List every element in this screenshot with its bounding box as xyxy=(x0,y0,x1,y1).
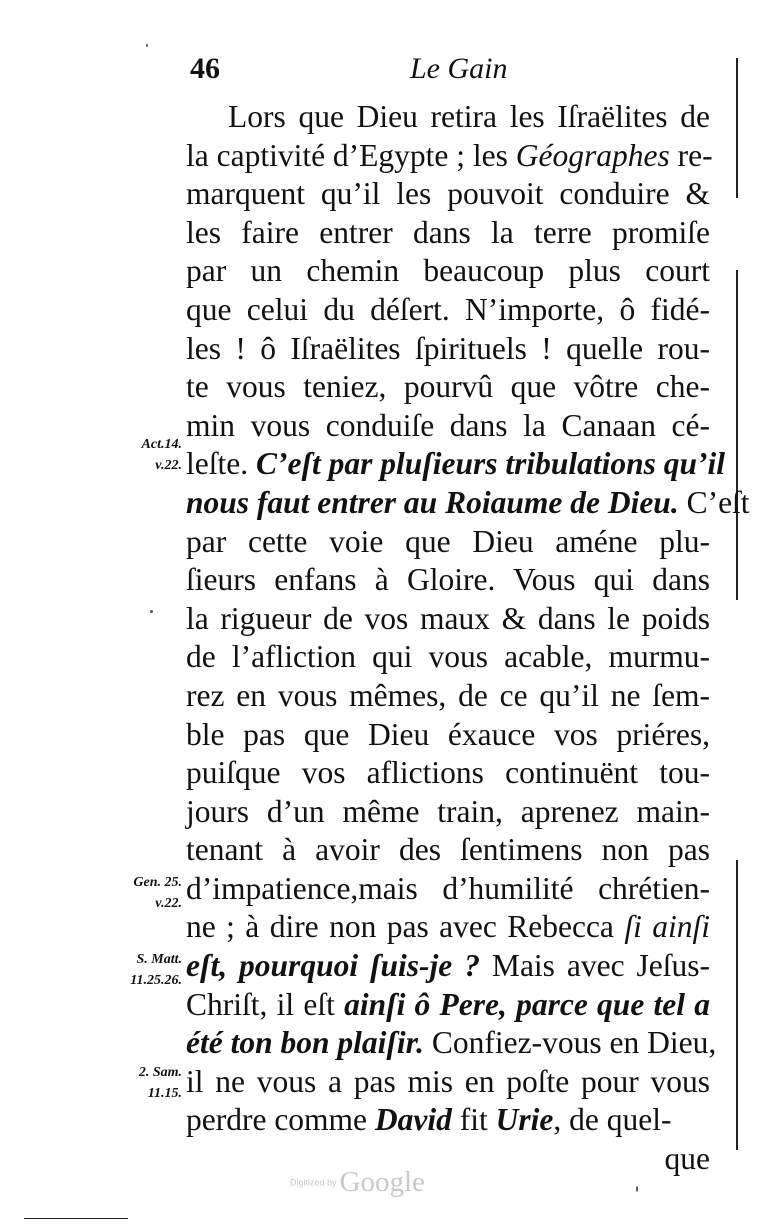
text-run: min vous conduiſe dans la Canaan cé- xyxy=(186,407,710,443)
text-line xyxy=(186,214,710,253)
text-line xyxy=(186,1063,710,1102)
google-logo: Google xyxy=(339,1166,425,1198)
text-run: C’eſt xyxy=(678,484,750,520)
text-run: tenant à avoir des ſentimens non pas xyxy=(186,832,710,868)
text-run: Mais avec Jeſus- xyxy=(479,948,711,984)
italic-run: C’eſt par pluſieurs tribulations qu’il xyxy=(255,446,726,482)
text-run: leſte. xyxy=(186,446,256,482)
text-line xyxy=(186,677,710,716)
text-line xyxy=(186,716,710,755)
page-header xyxy=(190,52,710,96)
text-line xyxy=(186,523,710,562)
margin-note-acts xyxy=(70,434,182,476)
text-line xyxy=(186,407,710,446)
text-run: , de quel- xyxy=(553,1102,672,1138)
text-line xyxy=(186,252,710,291)
text-run: la rigueur de vos maux & dans le poids xyxy=(186,600,710,636)
text-run: marquent qu’il les pouvoit conduire & xyxy=(186,176,710,212)
text-run: Lors que Dieu retira les Iſraëlites de xyxy=(228,99,710,134)
text-run: rez en vous mêmes, de ce qu’il ne ſem- xyxy=(186,677,710,713)
text-run: ne ; à dire non pas avec Rebecca xyxy=(186,909,625,945)
text-line xyxy=(186,870,710,909)
text-run: de l’afliction qui vous acable, murmu- xyxy=(186,639,710,675)
text-line xyxy=(186,98,710,137)
margin-note-line: v.22. xyxy=(155,896,182,911)
text-run: ble pas que Dieu éxauce vos priéres, xyxy=(186,716,710,752)
text-line xyxy=(186,445,726,484)
margin-note-line: Gen. 25. xyxy=(133,875,182,890)
margin-note-matthew xyxy=(70,949,182,991)
text-line xyxy=(186,561,710,600)
scan-speck xyxy=(146,44,148,47)
text-run: que xyxy=(664,1141,710,1177)
text-run: Chriſt, il eſt xyxy=(186,986,345,1022)
scan-border-top-right xyxy=(736,58,738,198)
italic-run: Géographes xyxy=(515,137,670,173)
scan-speck xyxy=(150,610,153,613)
text-line xyxy=(186,368,710,407)
text-line xyxy=(186,175,710,214)
text-run: Confiez-vous en Dieu, xyxy=(424,1025,717,1061)
margin-note-line: v.22. xyxy=(155,458,182,473)
text-line xyxy=(186,1101,710,1140)
text-line xyxy=(186,137,713,176)
text-run: puiſque vos aflictions continuënt tou- xyxy=(186,755,710,791)
italic-run: nous faut entrer au Roiaume de Dieu. xyxy=(186,484,679,520)
text-run: ſieurs enfans à Gloire. Vous qui dans xyxy=(186,562,710,598)
text-run: jours d’un même train, aprenez main- xyxy=(186,793,710,829)
italic-run: ſi ainſi xyxy=(624,909,710,945)
text-run: les faire entrer dans la terre promiſe xyxy=(186,214,710,250)
running-title: Le Gain xyxy=(410,52,508,85)
text-run: la captivité d’Egypte ; les xyxy=(186,137,516,173)
text-line xyxy=(186,600,710,639)
text-line xyxy=(186,986,710,1025)
text-run: il ne vous a pas mis en poſte pour vous xyxy=(186,1063,710,1099)
text-run: fit xyxy=(451,1102,496,1138)
body-text xyxy=(186,98,750,1179)
text-run: par un chemin beaucoup plus court xyxy=(186,253,710,289)
text-line xyxy=(186,754,710,793)
scan-bottom-line xyxy=(24,1218,128,1219)
italic-run: eſt, pourquoi ſuis-je ? xyxy=(186,948,480,984)
italic-run: été ton bon plaiſir. xyxy=(186,1025,425,1061)
margin-note-line: Act.14. xyxy=(141,437,182,452)
text-line xyxy=(186,908,710,947)
scan-border-lower-right xyxy=(736,860,738,1150)
italic-run: David xyxy=(374,1102,452,1138)
watermark-prefix: Digitized by xyxy=(290,1177,337,1188)
text-line xyxy=(186,638,710,677)
text-run: d’impatience,mais d’humilité chrétien- xyxy=(186,870,710,906)
text-line xyxy=(186,831,710,870)
text-line xyxy=(186,330,710,369)
margin-note-samuel xyxy=(70,1062,182,1104)
margin-note-line: S. Matt. xyxy=(136,952,182,967)
text-run: par cette voie que Dieu améne plu- xyxy=(186,523,710,559)
margin-note-line: 2. Sam. xyxy=(138,1065,182,1080)
text-run: les ! ô Iſraëlites ſpirituels ! quelle rou- xyxy=(186,330,710,366)
text-line xyxy=(186,484,750,523)
italic-run: Urie xyxy=(495,1102,554,1138)
google-watermark xyxy=(290,1166,460,1200)
italic-run: ainſi ô Pere, parce que tel a xyxy=(344,986,710,1022)
text-run: que celui du déſert. N’importe, ô fidé- xyxy=(186,291,710,327)
text-line xyxy=(186,291,710,330)
text-run: re- xyxy=(669,137,713,173)
text-line xyxy=(186,793,710,832)
text-run: perdre comme xyxy=(186,1102,375,1138)
text-line xyxy=(186,947,710,986)
scan-speck xyxy=(636,1186,638,1192)
text-line xyxy=(186,1024,717,1063)
text-run: te vous teniez, pourvû que vôtre che- xyxy=(186,369,710,405)
margin-note-genesis xyxy=(70,872,182,914)
scan-border-right xyxy=(736,270,738,600)
margin-note-line: 11.25.26. xyxy=(130,973,182,988)
page-number: 46 xyxy=(190,52,220,85)
margin-note-line: 11.15. xyxy=(147,1086,182,1101)
